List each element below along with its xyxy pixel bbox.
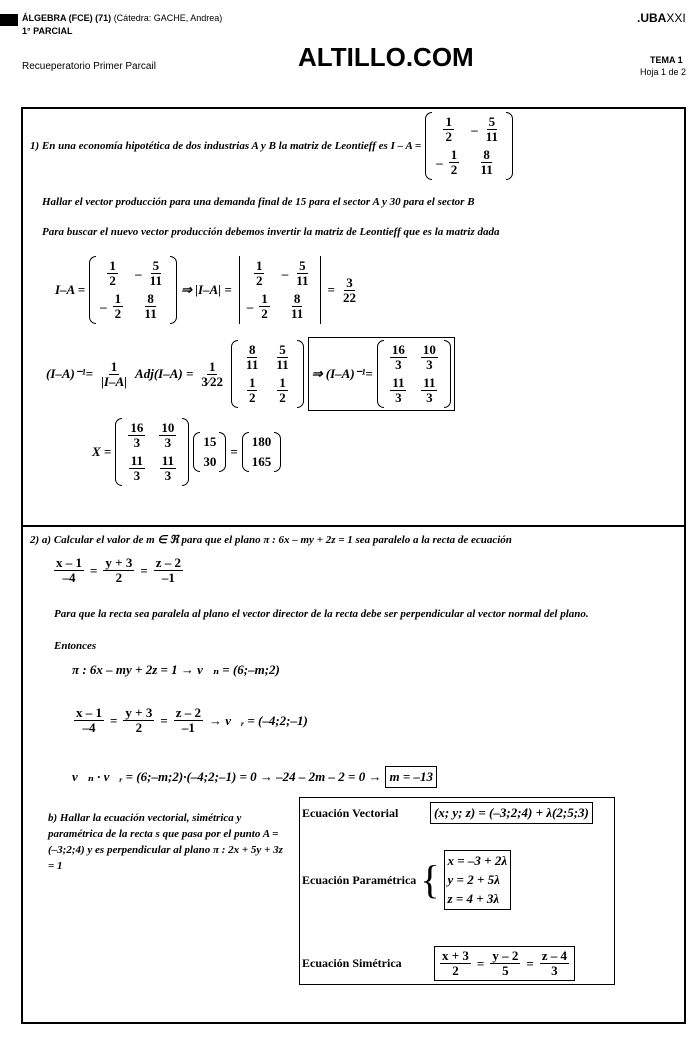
- p1-task: Hallar el vector producción para una demanda final de 15 para el sector A y 30 para el sector B: [42, 196, 475, 208]
- p2-normal-vector: π : 6x – my + 2z = 1 → v⃗ₙ = (6;–m;2): [72, 662, 280, 677]
- m-result-box: m = –13: [385, 766, 437, 788]
- symmetric-eq: Ecuación Simétrica $\frac{x + 3}{2}$ = $\frac{y - 2}{5}$ = $\frac{z - 4}{3}$: [302, 946, 575, 981]
- parametric-eq: Ecuación Paramétrica { x = –3 + 2λ y = 2 + 5λ z = 4 + 3λ: [302, 850, 511, 910]
- page-label: Hoja 1 de 2: [640, 67, 687, 77]
- p2-director-vector: $\frac{x - 1}{-4}$ = $\frac{y + 3}{2}$ = $\frac{z - 2}{-1}$ → v⃗ᵣ = (–4;2;–1): [76, 705, 308, 735]
- p1-statement: 1) En una economía hipotética de dos industrias A y B la matriz de Leontieff es I – A = $\frac{1}{2}$ – $\frac{5}{11}$ – $\frac{1}{2}$ $\frac{8}{11}$: [30, 112, 513, 180]
- p2-dot-product: v⃗ₙ · v⃗ᵣ = (6;–m;2)·(–4;2;–1) = 0 → –24 – 2m – 2 = 0 → m = –13: [72, 766, 437, 788]
- subtitle: Recueperatorio Primer Parcail: [22, 61, 156, 72]
- p1-determinant-line: I–A = $\frac{1}{2}$ – $\frac{5}{11}$ – $\frac{1}{2}$ $\frac{8}{11}$ ⇒ |I–A| = $\frac{1}{2}$ – $\frac{5}{11}$ – $\frac{1}{2}$ $\frac{8}{11}$ = $\frac{3}{22}$: [55, 256, 360, 324]
- p1-note: Para buscar el nuevo vector producción debemos invertir la matriz de Leontieff que es la matriz dada: [42, 226, 500, 238]
- vectorial-eq: Ecuación Vectorial (x; y; z) = (–3;2;4) + λ(2;5;3): [302, 802, 593, 824]
- p2-a-statement: 2) a) Calcular el valor de m ∈ ℜ para que el plano π : 6x – my + 2z = 1 sea paralelo a la recta de ecuación: [30, 534, 512, 546]
- p2-line-equation: $\frac{x - 1}{-4}$ = $\frac{y + 3}{2}$ = $\frac{z - 2}{-1}$: [56, 555, 182, 585]
- exam-label: 1° PARCIAL: [22, 26, 73, 36]
- leontief-matrix: $\frac{1}{2}$ – $\frac{5}{11}$ – $\frac{1}{2}$ $\frac{8}{11}$: [425, 112, 513, 180]
- p2-entonces: Entonces: [54, 640, 97, 652]
- p2-explain: Para que la recta sea paralela al plano el vector director de la recta debe ser perpendicular al vector normal del plano.: [54, 608, 589, 620]
- p2-b-statement: b) Hallar la ecuación vectorial, simétrica y paramétrica de la recta s que pasa por el punto A = (–3;2;4) y es perpendicular al plano π : 2x + 5y + 3z = 1: [48, 812, 283, 872]
- site-title: ALTILLO.COM: [298, 42, 474, 72]
- p1-x-line: X = $\frac{16}{3}$ $\frac{10}{3}$ $\frac{11}{3}$ $\frac{11}{3}$ 15 30 = 180 165: [92, 418, 281, 486]
- header-marker: [0, 14, 18, 26]
- p1-inverse-line: (I–A)⁻¹= $\frac{1}{|I-A|}$ Adj(I–A) = $\frac{1}{3⁄22}$ $\frac{8}{11}$ $\frac{5}{11}$ $\frac{1}{2}$ $\frac{1}{2}$ ⇒ (I–A)⁻¹= $\frac{16}{3}$ $\frac{10}{3}$ $\frac{11}{3}$ $\frac{11}{3}$: [46, 337, 455, 411]
- tema-label: TEMA 1: [650, 55, 683, 65]
- uba-logo: .UBAXXI: [637, 11, 686, 25]
- course-title: ÁLGEBRA (FCE) (71) (Cátedra: GACHE, Andrea): [22, 13, 223, 23]
- inverse-result-box: ⇒ (I–A)⁻¹= $\frac{16}{3}$ $\frac{10}{3}$ $\frac{11}{3}$ $\frac{11}{3}$: [308, 337, 455, 411]
